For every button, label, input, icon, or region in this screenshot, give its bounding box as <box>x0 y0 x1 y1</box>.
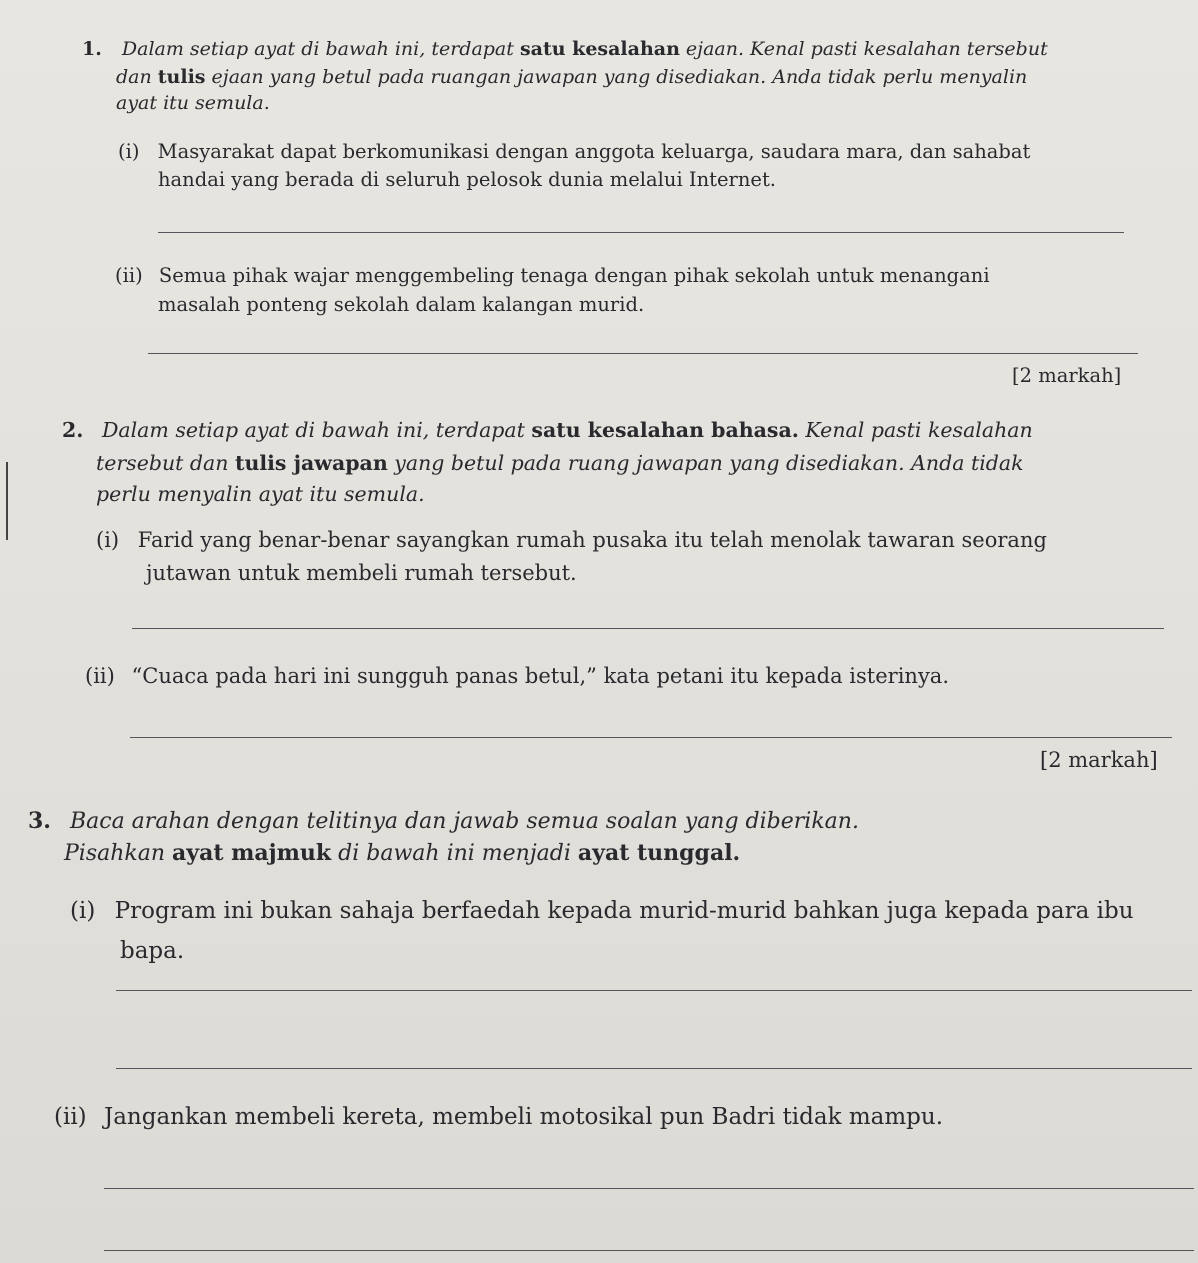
q1-instr-text: ejaan. Kenal pasti kesalahan tersebut <box>679 38 1048 60</box>
q2-instr-bold: satu kesalahan bahasa. <box>531 418 799 442</box>
q1-number: 1. <box>82 38 102 60</box>
q1-i-sentence: Masyarakat dapat berkomunikasi dengan anggota keluarga, saudara mara, dan sahabat <box>157 140 1031 163</box>
q1-instr-text: dan <box>116 66 158 88</box>
q2-i-answer-line[interactable] <box>132 628 1164 629</box>
q3-number: 3. <box>28 808 51 834</box>
q3-ii-label: (ii) <box>54 1104 87 1130</box>
q1-item-i <box>118 140 1030 163</box>
q2-instruction-line3: perlu menyalin ayat itu semula. <box>96 482 425 506</box>
q3-i-label: (i) <box>70 898 96 924</box>
q2-ii-sentence: “Cuaca pada hari ini sungguh panas betul,” kata petani itu kepada isterinya. <box>131 664 949 688</box>
q3-i-sentence: Program ini bukan sahaja berfaedah kepada murid-murid bahkan juga kepada para ibu <box>114 898 1134 924</box>
q3-ii-sentence: Jangankan membeli kereta, membeli motosikal pun Badri tidak mampu. <box>103 1104 944 1130</box>
q2-i-label: (i) <box>96 528 120 552</box>
q3-i-answer-line-2[interactable] <box>116 1068 1192 1069</box>
q1-i-answer-line[interactable] <box>158 232 1124 233</box>
q1-ii-label: (ii) <box>115 264 143 287</box>
q3-instr-bold: ayat majmuk <box>172 840 332 866</box>
q3-ii-answer-line-2[interactable] <box>104 1250 1194 1251</box>
q2-instruction-line1 <box>62 418 1033 442</box>
q3-item-ii <box>54 1104 943 1130</box>
page-edge-mark <box>6 462 8 540</box>
q1-i-label: (i) <box>118 140 140 163</box>
q1-instruction-line2 <box>116 66 1027 88</box>
q3-instr-bold: ayat tunggal. <box>577 840 741 866</box>
q1-instr-text: Dalam setiap ayat di bawah ini, terdapat <box>121 38 520 60</box>
q3-instr-text: Baca arahan dengan telitinya dan jawab semua soalan yang diberikan. <box>69 809 859 834</box>
q2-i-sentence-line2: jutawan untuk membeli rumah tersebut. <box>146 561 577 585</box>
q2-instruction-line2 <box>96 451 1024 475</box>
q2-i-sentence: Farid yang benar-benar sayangkan rumah pusaka itu telah menolak tawaran seorang <box>137 528 1047 552</box>
q2-instr-text: Kenal pasti kesalahan <box>798 418 1033 442</box>
q3-instruction-line1 <box>28 808 859 834</box>
q2-ii-answer-line[interactable] <box>130 737 1172 738</box>
q1-ii-sentence: Semua pihak wajar menggembeling tenaga dengan pihak sekolah untuk menangani <box>158 264 990 287</box>
q1-instr-bold: satu kesalahan <box>519 38 680 60</box>
q2-instr-bold: tulis jawapan <box>234 451 388 475</box>
q2-instr-text: Dalam setiap ayat di bawah ini, terdapat <box>101 418 532 442</box>
q3-i-answer-line-1[interactable] <box>116 990 1192 991</box>
q1-item-ii <box>115 264 990 287</box>
q3-item-i <box>70 898 1134 924</box>
q2-marks: [2 markah] <box>1040 748 1158 772</box>
q3-instruction-line2 <box>64 840 740 866</box>
q1-instruction-line1 <box>82 38 1048 60</box>
q2-number: 2. <box>62 418 84 442</box>
q1-i-sentence-line2: handai yang berada di seluruh pelosok dunia melalui Internet. <box>158 168 776 191</box>
q3-instr-text: Pisahkan <box>64 841 173 866</box>
q1-instruction-line3: ayat itu semula. <box>116 92 270 114</box>
q2-ii-label: (ii) <box>85 664 115 688</box>
q2-instr-text: tersebut dan <box>96 451 235 475</box>
q1-instr-bold: tulis <box>157 66 206 88</box>
q3-i-sentence-line2: bapa. <box>120 938 185 964</box>
q2-instr-text: yang betul pada ruang jawapan yang disediakan. Anda tidak <box>387 451 1024 475</box>
q2-item-ii <box>85 664 949 688</box>
q2-item-i <box>96 528 1047 552</box>
q1-ii-sentence-line2: masalah ponteng sekolah dalam kalangan murid. <box>158 293 645 316</box>
q1-instr-text: ejaan yang betul pada ruangan jawapan yang disediakan. Anda tidak perlu menyalin <box>205 66 1028 88</box>
q1-marks: [2 markah] <box>1012 364 1122 387</box>
q3-instr-text: di bawah ini menjadi <box>331 841 578 866</box>
q3-ii-answer-line-1[interactable] <box>104 1188 1194 1189</box>
q1-ii-answer-line[interactable] <box>148 353 1138 354</box>
